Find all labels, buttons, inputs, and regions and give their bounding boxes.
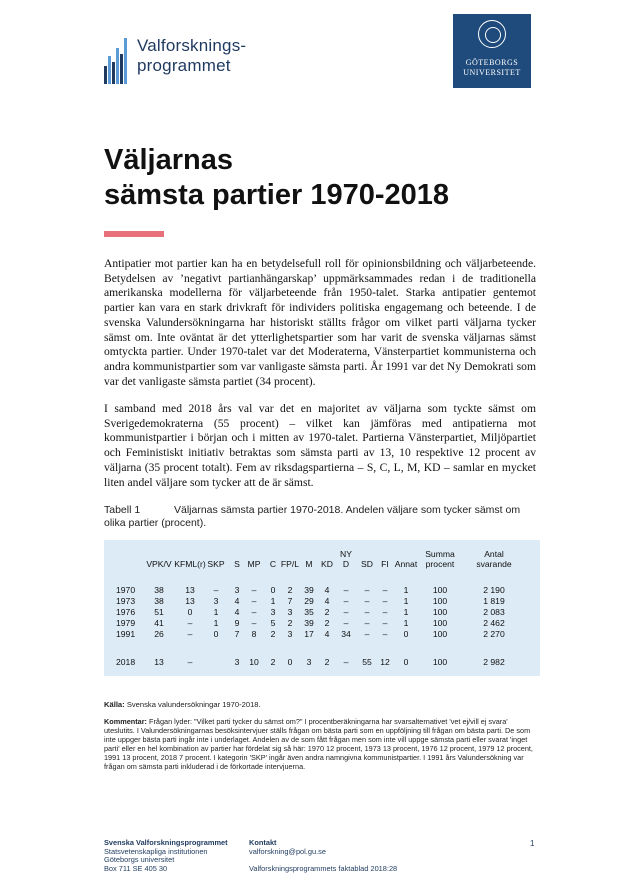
logo-bars-icon [104,34,130,84]
table-cell: – [251,607,257,617]
table-cell: 26 [154,629,164,639]
table-cell: – [382,618,388,628]
table-cell: 0 [213,629,219,639]
table-cell: 13 [154,657,164,667]
table-cell: 2 982 [483,657,505,667]
table-cell: 100 [432,629,448,639]
table-cell: 1 [403,618,409,628]
source-label: Källa: [104,700,125,709]
table-cell: 3 [213,596,219,606]
table-cell: 55 [362,657,372,667]
table-cell: 1 [403,607,409,617]
table-header-cell: FP/L [280,559,300,569]
table-cell: – [343,596,349,606]
table-header-cell: SKP [207,559,225,569]
page-title [104,143,524,213]
table-header-cell: KFML(r) [174,559,206,569]
table-row [104,657,540,668]
title-accent-bar [104,231,164,237]
table-header-cell: KD [321,559,333,569]
table-cell: 1 [403,596,409,606]
footer-box: Box 711 SE 405 30 [104,863,168,873]
title-line1: Väljarnas [104,144,233,176]
table-cell: 4 [234,607,240,617]
program-logo-text [137,36,246,76]
body-paragraph-1: Antipatier mot partier kan ha en betydelsefull roll för opinionsbildning och väljarbeteende. Betydelsen av ’negativt partianhängarskap’ uppmärksammades redan i de traditionella amerikanska modellerna för väljarbeteende från 1950-talet. Starka antipatier gentemot partier kan vara en stark drivkraft för individers politiska engagemang och beteende. I de svenska Valundersökningarna har historiskt ställts frågor om vilket parti väljarna tycker sämst om. Inte oväntat är det ytterlighetspartier som har varit de svenska väljarnas sämst omtyckta partier. Under 1970-talet var det Moderaterna, Vänsterpartiet kommunisterna och andra kommunistpartier som var vanligaste sämsta parti. År 1991 var det Ny Demokrati som var det vanligaste sämsta partiet (34 procent). [104,257,536,388]
table-row-year: 1991 [116,629,136,639]
table-cell: 35 [304,607,314,617]
table-cell: 100 [432,596,448,606]
table-comment [104,717,540,772]
table-cell: 2 [270,657,276,667]
table-cell: 8 [251,629,257,639]
table-cell: 2 190 [483,585,505,595]
comment-text: Frågan lyder: "Vilket parti tycker du sämst om?" I procentberäkningarna har svarsalternativet 'vet ej/vill ej svara' uteslutits. I Valundersökningarnas besöksintervjuer ställs frågan om bästa parti som en uppföljning till frågan om bästa parti. De som inte uppger bästa parti ingår inte i underlaget. Andelen av de som fått frågan men som inte vill uppge sämsta parti eller svarat 'inget parti' eller en hel kombination av partier har fördelat sig så här: 1970 12 procent, 1973 13 procent, 1976 12 procent, 1979 12 procent, 1991 13 procent, 2018 7 procent. I kategorin 'SKP' ingår även andra namngivna kommunistpartier. I 1991 års Valundersökning var frågan om sämsta parti inkluderad i de förkortade intervjuerna. [104,717,533,772]
table-cell: 51 [154,607,164,617]
table-cell: 12 [380,657,390,667]
table-cell: 1 [270,596,276,606]
table-header-cell: Summa procent [425,549,455,569]
page-number: 1 [530,839,535,848]
logo-line2: programmet [137,56,231,75]
table-row [104,607,540,618]
table-cell: 10 [249,657,259,667]
table-cell: 100 [432,607,448,617]
table-cell: 29 [304,596,314,606]
table-cell: – [382,585,388,595]
table-cell: – [251,585,257,595]
university-line2: UNIVERSITET [463,68,521,77]
table-cell: – [364,607,370,617]
table-cell: 0 [287,657,293,667]
table-cell: 0 [270,585,276,595]
table-cell: 100 [432,657,448,667]
table-cell: 3 [306,657,312,667]
table-cell: – [382,607,388,617]
table-row [104,596,540,607]
table-cell: 39 [304,585,314,595]
table-source [104,700,261,709]
table-row-year: 1976 [116,607,136,617]
table-cell: 7 [287,596,293,606]
table-cell: – [364,629,370,639]
table-header-cell: S [234,559,240,569]
table-cell: 4 [234,596,240,606]
table-cell: – [251,618,257,628]
footer-contact-label: Kontakt [249,838,277,847]
table-cell: 2 [287,585,293,595]
university-seal-icon [478,20,506,48]
table-cell: 5 [270,618,276,628]
table-cell: – [343,607,349,617]
table-cell: 9 [234,618,240,628]
table-cell: 1 [213,618,219,628]
table-cell: – [343,585,349,595]
table-cell: 4 [324,629,330,639]
table-cell: 38 [154,596,164,606]
table-cell: 0 [403,657,409,667]
table-cell: – [187,657,193,667]
table-cell: 4 [324,585,330,595]
table-cell: 2 [270,629,276,639]
table-cell: 2 [324,607,330,617]
table-cell: 13 [185,596,195,606]
table-cell: 7 [234,629,240,639]
table-cell: 4 [324,596,330,606]
table-cell: 100 [432,585,448,595]
table-header-cell: C [269,559,277,569]
table-cell: – [343,657,349,667]
footer-univ: Göteborgs universitet [104,855,175,865]
table-cell: 3 [287,629,293,639]
table-header-cell: VPK/V [146,559,172,569]
footer-contact [249,839,397,874]
table-header-cell: NY D [340,549,352,569]
table-caption-number: Tabell 1 [104,504,141,516]
table-header-cell: FI [381,559,389,569]
comment-label: Kommentar: [104,717,147,726]
table-cell: 3 [287,607,293,617]
table-cell: 2 462 [483,618,505,628]
table-header-cell: SD [361,559,373,569]
table-cell: – [213,585,219,595]
table-cell: 0 [403,629,409,639]
table-cell: – [364,596,370,606]
table-row [104,629,540,640]
table-cell: – [187,629,193,639]
footer-dept: Statsvetenskapliga institutionen [104,846,208,856]
table-row-year: 1979 [116,618,136,628]
source-text: Svenska valundersökningar 1970-2018. [126,700,261,709]
logo-line1: Valforsknings- [137,36,247,55]
table-row-year: 1970 [116,585,136,595]
table-cell: – [343,618,349,628]
footer-email[interactable]: valforskning@pol.gu.se [249,846,326,856]
table-row [104,618,540,629]
table-header-cell: MP [247,559,261,569]
university-line1: GÖTEBORGS [465,58,519,67]
table-cell: 2 [324,657,330,667]
footer-address [104,839,228,873]
table-row-year: 1973 [116,596,136,606]
table-cell: 13 [185,585,195,595]
table-cell: 2 [287,618,293,628]
table-header-cell: M [305,559,313,569]
footer-series: Valforskningsprogrammets faktablad 2018:28 [249,864,398,874]
table-cell: 1 [403,585,409,595]
title-line2: sämsta partier 1970-2018 [104,179,450,211]
table-cell: – [251,596,257,606]
table-cell: 34 [341,629,351,639]
table-caption-text: Väljarnas sämsta partier 1970-2018. Andelen väljare som tycker sämst om [174,504,521,516]
table-header-cell: Antal svarande [476,549,512,569]
table-cell: 2 [324,618,330,628]
table-cell: 100 [432,618,448,628]
table-cell: 3 [270,607,276,617]
university-logo [453,14,531,88]
table-cell: 38 [154,585,164,595]
table-cell: – [382,629,388,639]
table-cell: – [187,618,193,628]
table-cell: 1 819 [483,596,505,606]
table-cell: – [382,596,388,606]
table-cell: 17 [304,629,314,639]
table-cell: 3 [234,657,240,667]
table-cell: 1 [213,607,219,617]
table-caption-continuation: olika partier (procent). [104,517,207,529]
table-cell: 0 [187,607,193,617]
table-row [104,585,540,596]
body-paragraph-2: I samband med 2018 års val var det en majoritet av väljarna som tyckte sämst om Sverigedemokraterna (55 procent) – vilket kan jämföras med antipatierna mot kommunistpartier i början och i mitten av 1970-talet. Partierna Vänsterpartiet, Miljöpartiet och Feministiskt initiativ betraktas som sämsta parti av 13, 10 respektive 12 procent av väljarna (35 procent totalt). Fem av riksdagspartierna – S, C, L, M, KD – samlar en mycket liten andel väljare som tycker att de är sämst. [104,402,536,489]
table-cell: – [364,618,370,628]
table-cell: 2 083 [483,607,505,617]
table-cell: 41 [154,618,164,628]
table-cell: 2 270 [483,629,505,639]
table-cell: 39 [304,618,314,628]
footer-org: Svenska Valforskningsprogrammet [104,838,228,847]
table-header-cell: Annat [394,559,418,569]
table-cell: – [364,585,370,595]
table-row-year: 2018 [116,657,136,667]
table-cell: 3 [234,585,240,595]
